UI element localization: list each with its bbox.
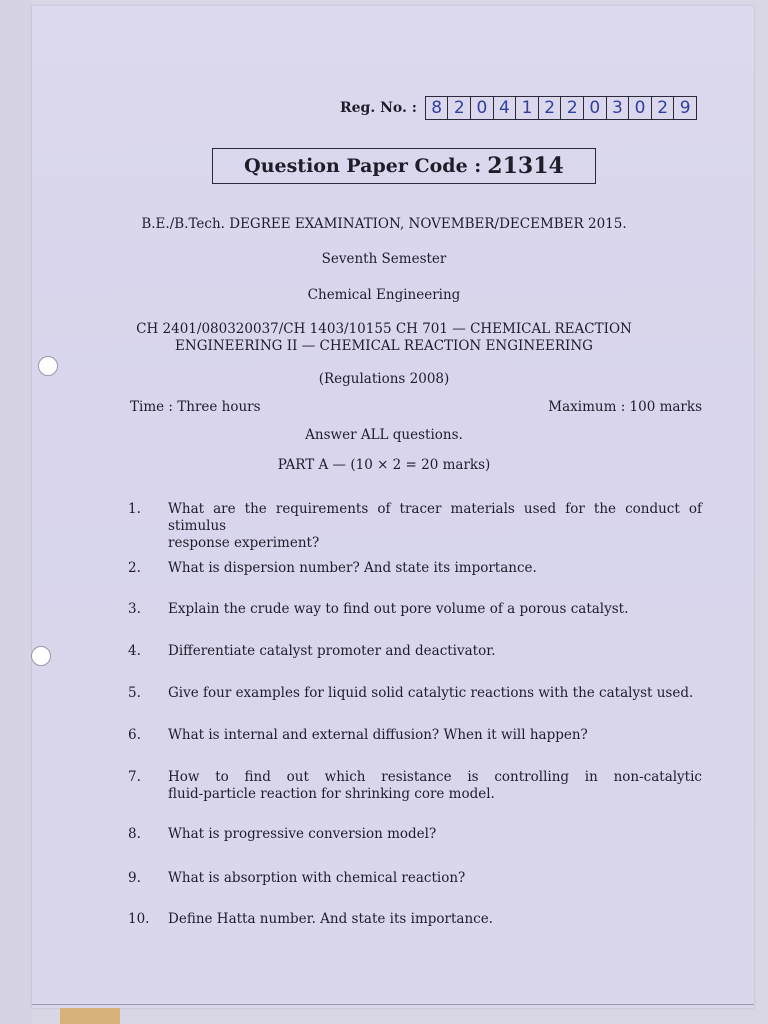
reg-number-boxes xyxy=(425,96,697,120)
question-text: What is absorption with chemical reaction? xyxy=(168,870,466,886)
question-text: Define Hatta number. And state its importance. xyxy=(168,911,493,927)
question-text: fluid-particle reaction for shrinking core model. xyxy=(168,786,495,802)
question-item xyxy=(128,501,702,552)
question-number: 5. xyxy=(128,685,141,701)
question-text: Explain the crude way to find out pore volume of a porous catalyst. xyxy=(168,601,629,617)
course-line-1: CH 2401/080320037/CH 1403/10155 CH 701 — CHEMICAL REACTION xyxy=(136,321,632,337)
question-item xyxy=(128,826,702,843)
question-number: 6. xyxy=(128,727,141,743)
paper-bottom-edge xyxy=(32,1004,754,1005)
question-number: 1. xyxy=(128,501,141,517)
reg-digit: 0 xyxy=(583,97,606,119)
question-item xyxy=(128,870,702,887)
reg-digit: 2 xyxy=(560,97,583,119)
question-text: How to find out which resistance is controlling in non-catalytic xyxy=(168,769,702,785)
reg-digit: 9 xyxy=(673,97,696,119)
instruction: Answer ALL questions. xyxy=(305,427,463,443)
reg-digit: 2 xyxy=(651,97,674,119)
regulations: (Regulations 2008) xyxy=(318,371,450,387)
question-paper-code-box xyxy=(212,148,596,184)
question-text: What is progressive conversion model? xyxy=(168,826,437,842)
question-item xyxy=(128,560,702,577)
question-number: 10. xyxy=(128,911,150,927)
question-number: 2. xyxy=(128,560,141,576)
reg-digit: 3 xyxy=(606,97,629,119)
adhesive-tape xyxy=(60,1008,120,1024)
paper-code: 21314 xyxy=(487,153,564,179)
question-item xyxy=(128,911,702,928)
question-text: response experiment? xyxy=(168,535,320,551)
question-text: What is internal and external diffusion? When it will happen? xyxy=(168,727,588,743)
reg-label: Reg. No. : xyxy=(340,100,417,116)
maximum-marks: Maximum : 100 marks xyxy=(548,399,702,415)
exam-title: B.E./B.Tech. DEGREE EXAMINATION, NOVEMBER/DECEMBER 2015. xyxy=(141,216,627,232)
time-marks-row xyxy=(130,399,702,415)
time-allowed: Time : Three hours xyxy=(130,399,261,415)
reg-digit: 0 xyxy=(628,97,651,119)
question-text: What are the requirements of tracer materials used for the conduct of stimulus xyxy=(168,501,702,534)
department: Chemical Engineering xyxy=(307,287,461,303)
page-left-margin xyxy=(0,0,32,1024)
question-text: What is dispersion number? And state its importance. xyxy=(168,560,537,576)
reg-digit: 1 xyxy=(515,97,538,119)
question-number: 7. xyxy=(128,769,141,785)
question-item xyxy=(128,685,702,702)
reg-digit: 2 xyxy=(538,97,561,119)
question-number: 9. xyxy=(128,870,141,886)
part-a-heading: PART A — (10 × 2 = 20 marks) xyxy=(277,457,491,473)
question-text: Differentiate catalyst promoter and deactivator. xyxy=(168,643,496,659)
punch-hole-bottom xyxy=(31,646,51,666)
reg-digit: 8 xyxy=(431,98,443,118)
question-item xyxy=(128,643,702,660)
course-line-2: ENGINEERING II — CHEMICAL REACTION ENGINEERING xyxy=(175,338,593,354)
paper-code-label: Question Paper Code : xyxy=(244,155,482,177)
question-item xyxy=(128,727,702,744)
reg-digit: 4 xyxy=(493,97,516,119)
question-item xyxy=(128,769,702,803)
question-number: 4. xyxy=(128,643,141,659)
reg-digit: 0 xyxy=(470,97,493,119)
reg-digit: 2 xyxy=(447,97,470,119)
question-item xyxy=(128,601,702,618)
registration-number xyxy=(340,96,697,120)
question-number: 8. xyxy=(128,826,141,842)
semester: Seventh Semester xyxy=(321,251,447,267)
question-number: 3. xyxy=(128,601,141,617)
question-text: Give four examples for liquid solid catalytic reactions with the catalyst used. xyxy=(168,685,694,701)
